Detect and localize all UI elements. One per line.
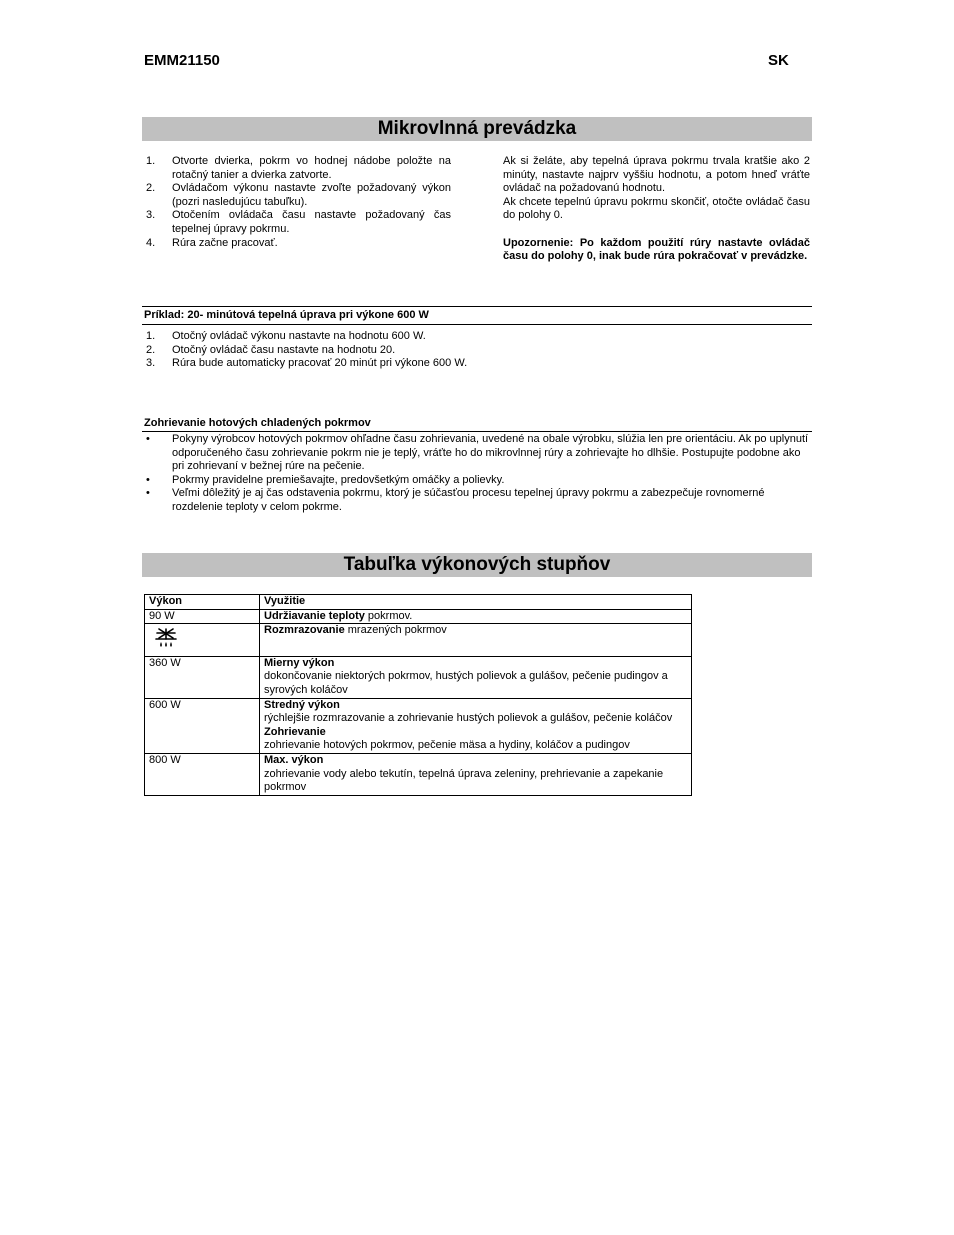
list-item: 3. Otočením ovládača času nastavte požadovaný čas tepelnej úpravy pokrmu. xyxy=(146,209,451,235)
list-item: • Pokyny výrobcov hotových pokrmov ohľadne času zohrievania, uvedené na obale výrobku, slúžia len pre orientáciu. Ak po uplynutí odporučeného času zohrievanie pokrm nie je teplý, vráťte ho do mikrovlnnej rúry a zohrievajte ho dlhšie. Postupujte podobne ako pri zohrievaní v bežnej rúre na pečenie. xyxy=(146,433,809,473)
reheat-title: Zohrievanie hotových chladených pokrmov xyxy=(144,417,371,429)
defrost-icon xyxy=(153,627,179,651)
power-levels-table xyxy=(144,594,692,796)
column-header-power: Výkon xyxy=(145,595,260,610)
column-header-usage: Využitie xyxy=(260,595,692,610)
divider xyxy=(142,324,812,325)
stop-note: Ak chcete tepelnú úpravu pokrmu skončiť, otočte ovládač času do polohy 0. xyxy=(503,195,810,222)
bullet-icon: • xyxy=(146,433,150,445)
divider xyxy=(142,306,812,307)
table-row: 360 W Mierny výkon dokončovanie niektorých pokrmov, hustých polievok a gulášov, pečenie pudingov a syrových koláčov xyxy=(145,656,692,698)
language-code: SK xyxy=(768,52,789,69)
right-column-notes xyxy=(503,155,810,264)
list-item: • Pokrmy pravidelne premiešavajte, predovšetkým omáčky a polievky. xyxy=(146,473,505,486)
list-item: • Veľmi dôležitý je aj čas odstavenia pokrmu, ktorý je súčasťou procesu tepelnej úpravy pokrmu a zabezpečuje rovnomerné rozdelenie teploty v celom pokrme. xyxy=(146,487,765,513)
list-item: 3. Rúra bude automaticky pracovať 20 minút pri výkone 600 W. xyxy=(146,357,468,370)
list-item: 1. Otočný ovládač výkonu nastavte na hodnotu 600 W. xyxy=(146,330,426,342)
section-title-microwave: Mikrovlnná prevádzka xyxy=(142,117,812,141)
table-header-row xyxy=(145,595,692,610)
table-row: Rozmrazovanie mrazených pokrmov xyxy=(145,624,692,657)
table-row: 90 W Udržiavanie teploty pokrmov. xyxy=(145,609,692,624)
model-number: EMM21150 xyxy=(144,52,220,69)
list-item: 4. Rúra začne pracovať. xyxy=(146,236,278,249)
bullet-icon: • xyxy=(146,487,150,500)
operation-steps xyxy=(144,155,451,250)
bullet-icon: • xyxy=(146,473,150,486)
divider xyxy=(142,431,812,432)
example-title: Príklad: 20- minútová tepelná úprava pri výkone 600 W xyxy=(144,309,429,321)
reheat-bullets xyxy=(144,433,810,515)
example-steps xyxy=(144,330,804,371)
list-item: 1. Otvorte dvierka, pokrm vo hodnej nádobe položte na rotačný tanier a dvierka zatvorte. xyxy=(146,155,451,181)
table-row: 800 W Max. výkon zohrievanie vody alebo tekutín, tepelná úprava zeleniny, prehrievanie a zapekanie pokrmov xyxy=(145,753,692,795)
warning-note: Upozornenie: Po každom použití rúry nastavte ovládač času do polohy 0, inak bude rúra pokračovať v prevádzke. xyxy=(503,236,810,263)
table-row: 600 W Stredný výkon rýchlejšie rozmrazovanie a zohrievanie hustých polievok a gulášov, pečenie koláčov Zohrievanie zohrievanie hotových pokrmov, pečenie mäsa a hydiny, koláčov a pudingov xyxy=(145,698,692,753)
list-item: 2. Otočný ovládač času nastavte na hodnotu 20. xyxy=(146,343,396,356)
section-title-power-table: Tabuľka výkonových stupňov xyxy=(142,553,812,577)
list-item: 2. Ovládačom výkonu nastavte zvoľte požadovaný výkon (pozri nasledujúcu tabuľku). xyxy=(146,182,451,208)
short-time-note: Ak si želáte, aby tepelná úprava pokrmu trvala kratšie ako 2 minúty, nastavte najprv vyššiu hodnotu, a potom hneď vráťte ovládač na požadovanú hodnotu. xyxy=(503,155,810,195)
